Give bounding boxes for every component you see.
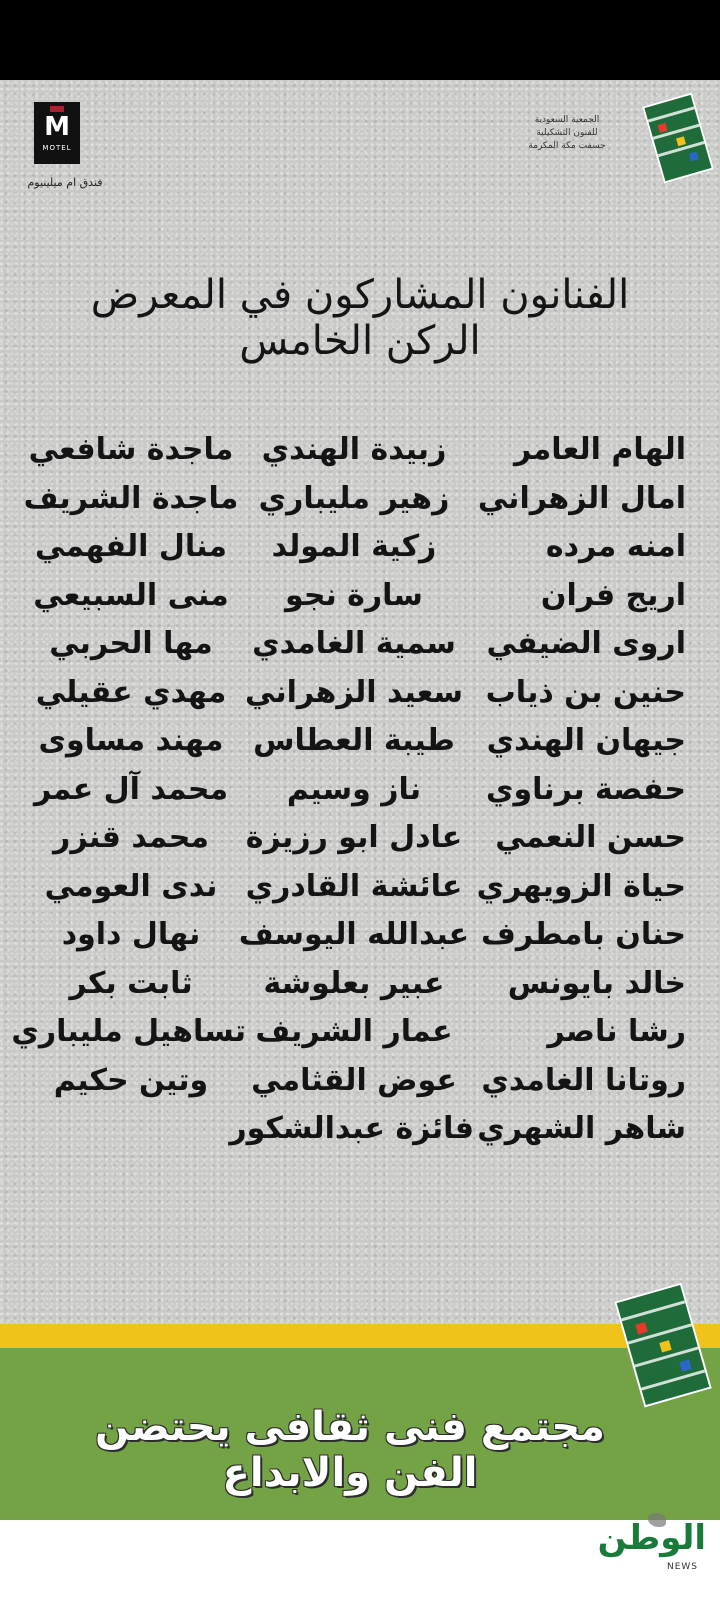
emblem-stripe xyxy=(648,106,695,122)
names-column-1 xyxy=(476,426,686,1154)
artist-name: منى السبيعي xyxy=(33,577,229,613)
artist-name: اريج فران xyxy=(540,577,686,613)
artist-name: زهير مليباري xyxy=(258,480,450,516)
emblem-dot-blue xyxy=(689,151,699,161)
poster xyxy=(0,80,720,1520)
society-emblem-icon xyxy=(642,92,714,183)
emblem-dot-red xyxy=(658,123,668,133)
artist-name: مها الحربي xyxy=(49,626,213,661)
slogan: مجتمع فنى ثقافى يحتضن الفن والابداع xyxy=(95,1404,605,1496)
society-line-3: جسفت مكة المكرمة xyxy=(528,141,606,151)
artist-name: ماجدة شافعي xyxy=(28,432,234,467)
artist-name: ثابت بكر xyxy=(69,965,193,1001)
artist-name: عمار الشريف xyxy=(255,1014,453,1049)
artist-name: سعيد الزهراني xyxy=(244,674,464,710)
artist-name: سارة نجو xyxy=(285,577,423,613)
artist-name: زبيدة الهندي xyxy=(261,432,447,467)
artist-name: محمد آل عمر xyxy=(33,771,229,807)
artist-name: روتانا الغامدي xyxy=(481,1062,686,1098)
hotel-logo-sub: MOTEL xyxy=(42,144,72,152)
artist-name: اروى الضيفي xyxy=(486,626,686,661)
artist-name: ندى العومي xyxy=(44,868,218,904)
artist-name: امال الزهراني xyxy=(477,480,686,516)
artist-name: محمد قنزر xyxy=(53,820,209,855)
artist-name: خالد بايونس xyxy=(507,965,686,1001)
artist-name: منال الفهمي xyxy=(35,529,227,564)
artist-name: حنان بامطرف xyxy=(480,917,686,952)
artist-name: عوض القثامي xyxy=(251,1062,457,1098)
artist-name: زكية المولد xyxy=(271,529,437,564)
artist-name: حفصة برناوي xyxy=(485,771,686,807)
emblem-dot-blue xyxy=(679,1359,691,1371)
artist-name: امنه مرده xyxy=(545,529,686,564)
society-line-2: للفنون التشكيلية xyxy=(536,128,598,138)
artist-name: مهند مساوى xyxy=(38,723,224,758)
artist-name: سمية الغامدي xyxy=(252,626,456,661)
artist-name: الهام العامر xyxy=(513,432,686,467)
names-column-3 xyxy=(11,426,246,1105)
artist-name: تساهيل مليباري xyxy=(11,1014,246,1049)
artist-name: ماجدة الشريف xyxy=(23,480,239,516)
watermark-sub: NEWS xyxy=(666,1562,698,1572)
artist-name: وتين حكيم xyxy=(53,1062,209,1098)
alwatan-watermark xyxy=(597,1512,712,1592)
top-black-bar xyxy=(0,0,720,80)
society-name xyxy=(512,114,622,153)
artist-name: حياة الزويهري xyxy=(476,868,686,904)
artist-name: حنين بن ذياب xyxy=(485,674,686,710)
artist-name: عائشة القادري xyxy=(245,868,463,904)
artist-name: رشا ناصر xyxy=(547,1014,686,1049)
emblem-dot-red xyxy=(635,1322,647,1334)
artist-name: عادل ابو رزيزة xyxy=(245,820,463,855)
artist-name: عبدالله اليوسف xyxy=(238,917,470,952)
emblem-dot-yellow xyxy=(659,1340,671,1352)
artist-name: عبير بعلوشة xyxy=(263,965,445,1001)
emblem-stripe xyxy=(641,1370,705,1391)
artist-name: جيهان الهندي xyxy=(486,723,686,758)
watermark-text: الوطن xyxy=(597,1518,706,1558)
artist-name: شاهر الشهري xyxy=(477,1111,686,1146)
hotel-logo-letter: M xyxy=(44,112,70,142)
artist-name: فائزة عبدالشكور xyxy=(229,1111,474,1146)
emblem-stripe xyxy=(621,1300,685,1321)
artist-name: ناز وسيم xyxy=(286,771,422,807)
names-column-2 xyxy=(229,426,474,1154)
society-line-1: الجمعية السعودية xyxy=(534,115,600,125)
artist-name: حسن النعمي xyxy=(495,820,686,855)
artist-name: طيبة العطاس xyxy=(253,723,455,758)
yellow-band xyxy=(0,1324,720,1348)
hotel-logo xyxy=(34,102,80,164)
emblem-dot-yellow xyxy=(676,136,686,146)
artist-name: مهدي عقيلي xyxy=(35,674,227,710)
emblem-body xyxy=(642,92,714,183)
page-title: الفنانون المشاركون في المعرض الركن الخامس xyxy=(90,272,630,364)
artist-name: نهال داود xyxy=(61,917,201,952)
hotel-name: فندق ام ميلينيوم xyxy=(27,176,103,189)
logo-accent xyxy=(50,106,64,112)
